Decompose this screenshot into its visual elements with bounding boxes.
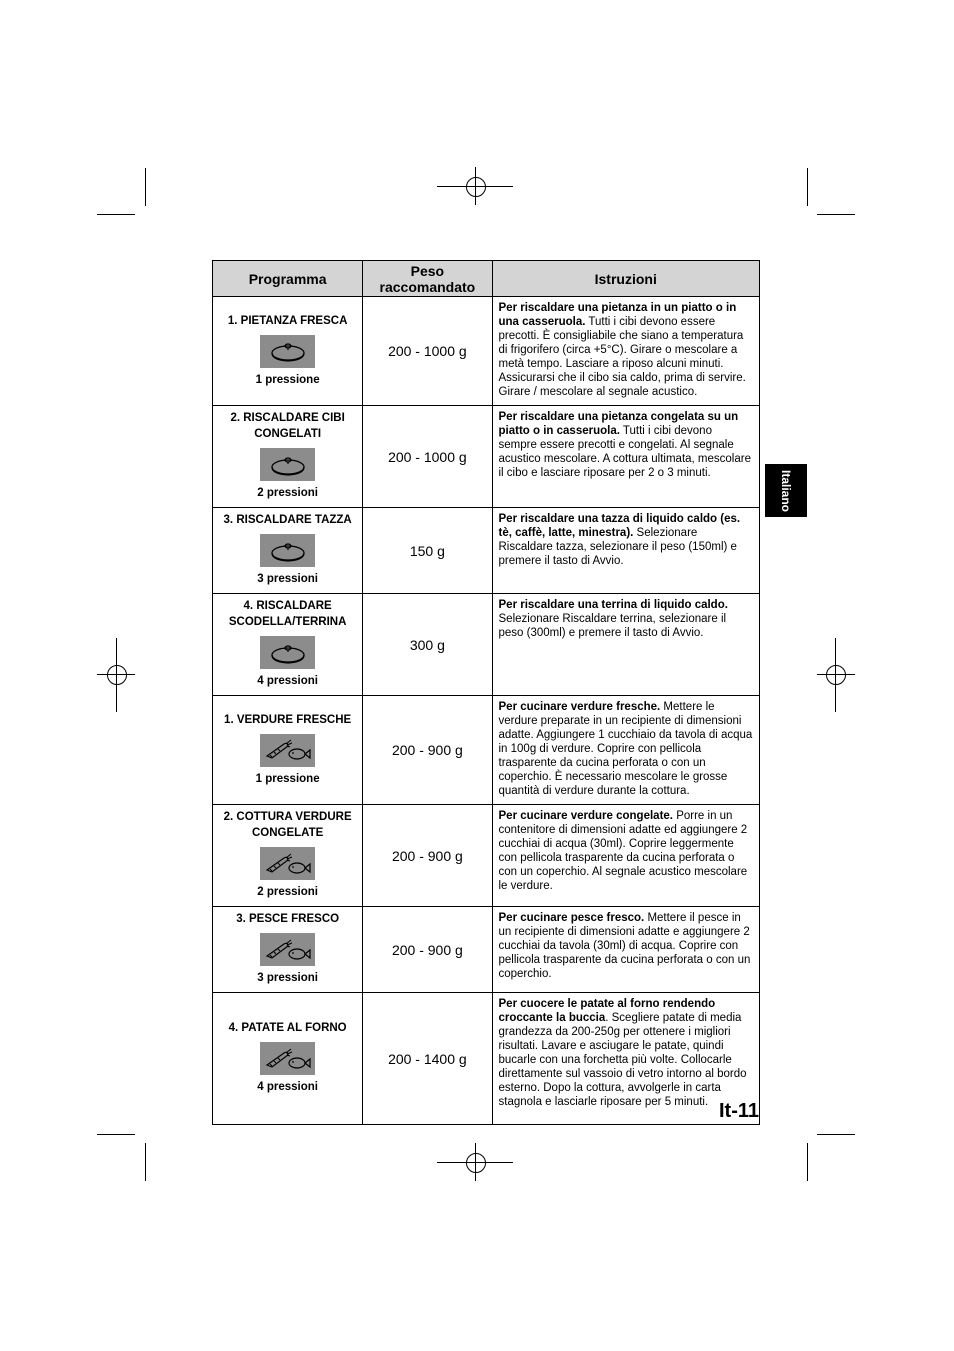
instructions-lead: Per cucinare pesce fresco. xyxy=(498,912,645,924)
program-cell xyxy=(213,594,363,696)
casserole-icon xyxy=(260,534,315,567)
instructions-lead: Per cucinare verdure fresche. xyxy=(498,701,661,713)
weight-cell: 200 - 1000 g xyxy=(363,406,492,508)
instructions-text: Tutti i cibi devono sempre essere precotti e congelati. Al segnale acustico mescolare. A cottura ultimata, mescolare il cibo e lasciare riposare per 2 o 3 minuti. xyxy=(498,425,751,479)
instructions-lead: Per riscaldare una tazza di liquido caldo (es. tè, caffè, latte, minestra). xyxy=(498,513,741,539)
crop-mark xyxy=(97,1134,135,1135)
cooking-program-table xyxy=(212,260,760,1125)
crop-mark xyxy=(807,1143,808,1181)
weight-cell: 200 - 1400 g xyxy=(363,993,492,1125)
program-cell xyxy=(213,406,363,508)
program-cell xyxy=(213,805,363,907)
program-presses: 3 pressioni xyxy=(257,972,318,984)
vegetable-fish-icon xyxy=(260,734,315,767)
instructions-lead: Per riscaldare una pietanza in un piatto o in una casseruola. xyxy=(498,302,737,328)
weight-cell: 200 - 1000 g xyxy=(363,297,492,406)
header-programma: Programma xyxy=(213,261,363,297)
program-name: 3. PESCE FRESCO xyxy=(236,913,340,925)
program-name: 4. PATATE AL FORNO xyxy=(228,1022,347,1034)
header-istruzioni: Istruzioni xyxy=(492,261,760,297)
casserole-icon xyxy=(260,335,315,368)
instructions-cell xyxy=(492,594,760,696)
crop-mark xyxy=(817,214,855,215)
program-cell xyxy=(213,508,363,594)
program-presses: 4 pressioni xyxy=(257,675,318,687)
program-name: 2. RISCALDARE CIBI CONGELATI xyxy=(230,412,345,440)
program-cell xyxy=(213,696,363,805)
page-number: It-11 xyxy=(719,1100,760,1122)
program-name: 1. VERDURE FRESCHE xyxy=(224,713,352,726)
header-peso: Peso raccomandato xyxy=(363,261,492,297)
instructions-text: Tutti i cibi devono essere precotti. È consigliabile che siano a temperatura di frigorifero (circa +5°C). Girare o mescolare a metà tempo. Lasciare a riposo alcuni minuti. Assicurarsi che il cibo sia caldo, prima di servire. Girare / mescolare al segnale acustico. xyxy=(498,316,746,398)
program-name: 3. RISCALDARE TAZZA xyxy=(223,514,352,526)
weight-cell: 300 g xyxy=(363,594,492,696)
program-presses: 1 pressione xyxy=(255,373,320,386)
program-name: 4. RISCALDARE SCODELLA/TERRINA xyxy=(228,600,347,628)
weight-cell: 200 - 900 g xyxy=(363,696,492,805)
table-row xyxy=(213,594,760,696)
instructions-lead: Per cucinare verdure congelate. xyxy=(498,810,673,822)
instructions-lead: Per riscaldare una terrina di liquido caldo. xyxy=(498,599,728,611)
crop-mark xyxy=(807,168,808,206)
casserole-icon xyxy=(260,448,315,481)
table-row xyxy=(213,696,760,805)
table-row xyxy=(213,805,760,907)
crop-mark xyxy=(145,168,146,206)
table-header-row xyxy=(213,261,760,297)
instructions-cell xyxy=(492,696,760,805)
instructions-text: Selezionare Riscaldare terrina, selezionare il peso (300ml) e premere il tasto di Avvio. xyxy=(498,613,727,639)
program-presses: 3 pressioni xyxy=(257,573,318,585)
table-row xyxy=(213,297,760,406)
instructions-text: Selezionare Riscaldare tazza, selezionare il peso (150ml) e premere il tasto di Avvio. xyxy=(498,527,737,567)
table-body xyxy=(213,297,760,1125)
program-presses: 1 pressione xyxy=(255,772,320,785)
registration-circle xyxy=(107,665,127,685)
registration-circle xyxy=(826,665,846,685)
weight-cell: 150 g xyxy=(363,508,492,594)
table-row xyxy=(213,406,760,508)
language-tab-label: Italiano xyxy=(779,469,794,512)
program-cell xyxy=(213,993,363,1125)
program-presses: 2 pressioni xyxy=(257,487,318,499)
weight-cell: 200 - 900 g xyxy=(363,907,492,993)
crop-mark xyxy=(97,214,135,215)
crop-mark xyxy=(145,1143,146,1181)
table-row xyxy=(213,993,760,1125)
vegetable-fish-icon xyxy=(260,847,315,880)
weight-cell: 200 - 900 g xyxy=(363,805,492,907)
program-cell xyxy=(213,907,363,993)
instructions-cell xyxy=(492,297,760,406)
program-cell xyxy=(213,297,363,406)
instructions-cell xyxy=(492,805,760,907)
program-presses: 4 pressioni xyxy=(257,1081,318,1093)
instructions-text: Porre in un contenitore di dimensioni adatte ed aggiungere 2 cucchiai di acqua (30ml). Coprire leggermente con pellicola trasparente da cucina perforata o con un coperchio. Al segnale acustico mescolare le verdure. xyxy=(498,810,748,892)
instructions-cell xyxy=(492,508,760,594)
registration-circle xyxy=(466,1153,486,1173)
program-name: 1. PIETANZA FRESCA xyxy=(227,314,348,327)
instructions-text: . Scegliere patate di media grandezza da 200-250g per ottenere i migliori risultati. Lavare e asciugare le patate, quindi bucarle con una forchetta più volte. Collocarle direttamente sul vassoio di vetro intorno al bordo esterno. Dopo la cottura, avvolgerle in carta stagnola e lasciarle riposare per 5 minuti. xyxy=(498,1012,747,1108)
instructions-cell xyxy=(492,907,760,993)
vegetable-fish-icon xyxy=(260,1042,315,1075)
instructions-lead: Per cuocere le patate al forno rendendo croccante la buccia xyxy=(498,998,716,1024)
registration-circle xyxy=(466,177,486,197)
instructions-cell xyxy=(492,406,760,508)
instructions-text: Mettere il pesce in un recipiente di dimensioni adatte e aggiungere 2 cucchiai da tavola (30ml) di acqua. Coprire con pellicola trasparente da cucina perforata o con un coperchio. xyxy=(498,912,751,980)
crop-mark xyxy=(817,1134,855,1135)
vegetable-fish-icon xyxy=(260,933,315,966)
table-row xyxy=(213,508,760,594)
program-name: 2. COTTURA VERDURE CONGELATE xyxy=(223,811,352,839)
instructions-lead: Per riscaldare una pietanza congelata su un piatto o in casseruola. xyxy=(498,411,739,437)
language-tab xyxy=(765,464,807,517)
instructions-text: Mettere le verdure preparate in un recipiente di dimensioni adatte. Aggiungere 1 cucchiaio da tavola di acqua in 100g di verdure. Coprire con pellicola trasparente da cucina perforata o con un coperchio. È necessario mescolare le grosse quantità di verdure durante la cottura. xyxy=(498,701,753,797)
program-presses: 2 pressioni xyxy=(257,886,318,898)
table-row xyxy=(213,907,760,993)
casserole-icon xyxy=(260,636,315,669)
